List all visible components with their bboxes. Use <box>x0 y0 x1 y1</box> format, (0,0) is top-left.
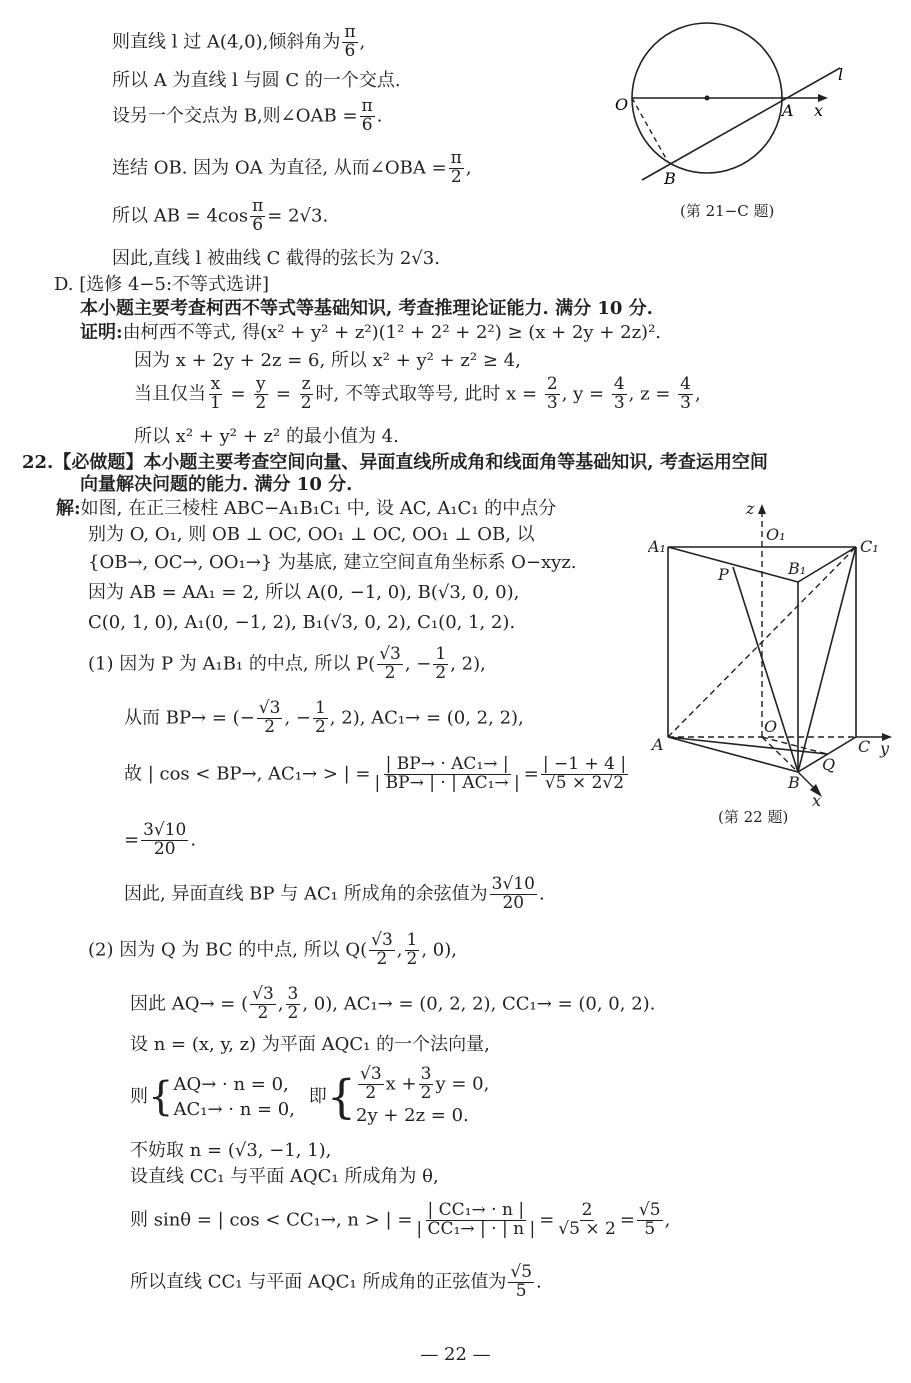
label-x: x <box>814 101 824 120</box>
line-22-q2c: 设 n = (x, y, z) 为平面 AQC₁ 的一个法向量, <box>130 1034 490 1055</box>
line-22-q2e: 不妨取 n = (√3, −1, 1), <box>130 1140 332 1161</box>
line-22-q1c: 故 | cos < BP→, AC₁→ > | = $\frac{\text{| BP→ · AC₁→ |}}{\text{| BP→ | · | AC₁→ |}}$ = $\frac{| -1 + 4 |}{√5 \times 2√2}$ <box>124 754 627 793</box>
label-A: A <box>782 101 794 120</box>
section-22-head2: 向量解决问题的能力. 满分 10 分. <box>80 474 353 495</box>
figure-21c <box>612 0 852 200</box>
label-A1: A₁ <box>648 537 666 556</box>
line-21c-5: 所以 AB = 4cos $\frac{\pi}{6}$ = 2√3. <box>112 196 329 235</box>
oq-hidden <box>762 737 827 754</box>
line-21d-3: 当且仅当 $\frac{x}{1}$ = $\frac{y}{2}$ = $\frac{z}{2}$ 时, 不等式取等号, 此时 x = $\frac{2}{3}$ , y = $\frac{4}{3}$ , z = $\frac{4}{3}$ , <box>134 374 701 413</box>
label-B1: B₁ <box>788 559 807 578</box>
line-21c-3: 设另一个交点为 B,则∠OAB = $\frac{\pi}{6}$ . <box>112 96 383 135</box>
frac-pi-2: $\frac{\pi}{2}$ <box>450 148 462 187</box>
line-21c-4: 连结 OB. 因为 OA 为直径, 从而∠OBA = $\frac{\pi}{2}$ , <box>112 148 472 187</box>
segment-bc1 <box>798 547 856 772</box>
line-22-1: 解:如图, 在正三棱柱 ABC−A₁B₁C₁ 中, 设 AC, A₁C₁ 的中点分 <box>56 498 557 519</box>
line-22-4: 因为 AB = AA₁ = 2, 所以 A(0, −1, 0), B(√3, 0, 0), <box>88 582 520 603</box>
figure-22 <box>648 492 898 812</box>
page-number: — 22 — <box>420 1344 491 1365</box>
line-21c-1: 则直线 l 过 A(4,0),倾斜角为 $\frac{\pi}{6}$ , <box>112 22 366 61</box>
line-22-q2f: 设直线 CC₁ 与平面 AQC₁ 所成角为 θ, <box>130 1166 439 1187</box>
line-22-q2h: 所以直线 CC₁ 与平面 AQC₁ 所成角的正弦值为 $\frac{√5}{5}$ . <box>130 1262 542 1301</box>
section-21d-head: D. [选修 4−5:不等式选讲] <box>54 274 270 295</box>
line-22-q1d: = $\frac{3√10}{20}$ . <box>124 820 197 859</box>
line-22-q2d: 则{ AQ→ · n = 0, AC₁→ · n = 0, 即{ $\frac{√3}{2}$ x + $\frac{3}{2}$ y = 0, 2y + 2z = 0. <box>130 1064 490 1126</box>
caption-22: (第 22 题) <box>718 808 789 826</box>
label-C1: C₁ <box>860 537 879 556</box>
caption-21c: (第 21−C 题) <box>680 202 775 220</box>
line-22-3: {OB→, OC→, OO₁→} 为基底, 建立空间直角坐标系 O−xyz. <box>88 552 577 573</box>
label-B: B <box>664 169 676 188</box>
label-A: A <box>652 735 664 754</box>
label-O: O <box>764 717 778 736</box>
label-O: O <box>615 95 629 114</box>
line-21d-1: 证明:由柯西不等式, 得(x² + y² + z²)(1² + 2² + 2²) ≥ (x + 2y + 2z)². <box>80 322 662 343</box>
section-22-head: 22.【必做题】本小题主要考查空间向量、异面直线所成角和线面角等基础知识, 考查运用空间 <box>22 452 768 473</box>
line-22-q1b: 从而 BP→ = (− $\frac{√3}{2}$ , − $\frac{1}{2}$ , 2), AC₁→ = (0, 2, 2), <box>124 698 524 737</box>
section-21d-intro: 本小题主要考查柯西不等式等基础知识, 考查推理论证能力. 满分 10 分. <box>80 298 653 319</box>
line-21d-2: 因为 x + 2y + 2z = 6, 所以 x² + y² + z² ≥ 4, <box>134 350 521 371</box>
frac-pi-6: $\frac{\pi}{6}$ <box>344 22 356 61</box>
label-l: l <box>838 65 844 84</box>
line-21c-2: 所以 A 为直线 l 与圆 C 的一个交点. <box>112 70 401 91</box>
line-l <box>642 68 840 180</box>
line-22-q2a: (2) 因为 Q 为 BC 的中点, 所以 Q( $\frac{√3}{2}$ , $\frac{1}{2}$ , 0), <box>88 930 457 969</box>
label-x: x <box>812 791 822 810</box>
line-22-2: 别为 O, O₁, 则 OB ⊥ OC, OO₁ ⊥ OC, OO₁ ⊥ OB, 以 <box>88 524 535 545</box>
line-22-q2b: 因此 AQ→ = ( $\frac{√3}{2}$ , $\frac{3}{2}$ , 0), AC₁→ = (0, 2, 2), CC₁→ = (0, 0, 2). <box>130 984 656 1023</box>
label-O1: O₁ <box>766 525 786 544</box>
line-21d-4: 所以 x² + y² + z² 的最小值为 4. <box>134 426 399 447</box>
edge-a1b1 <box>668 547 798 582</box>
label-B: B <box>788 773 800 792</box>
label-y: y <box>880 739 890 758</box>
line-22-q1a: (1) 因为 P 为 A₁B₁ 的中点, 所以 P( $\frac{√3}{2}$ , − $\frac{1}{2}$ , 2), <box>88 644 486 683</box>
frac-pi-6: $\frac{\pi}{6}$ <box>361 96 373 135</box>
segment-ob <box>632 98 668 162</box>
frac-pi-6: $\frac{\pi}{6}$ <box>252 196 264 235</box>
line-22-5: C(0, 1, 0), A₁(0, −1, 2), B₁(√3, 0, 2), C₁(0, 1, 2). <box>88 612 516 633</box>
edge-ab <box>668 737 798 772</box>
line-22-q1e: 因此, 异面直线 BP 与 AC₁ 所成角的余弦值为 $\frac{3√10}{20}$ . <box>124 874 545 913</box>
label-P: P <box>718 565 729 584</box>
label-z: z <box>746 499 755 518</box>
label-C: C <box>858 737 871 756</box>
line-22-q2g: 则 sinθ = | cos < CC₁→, n > | = $\frac{\text{| CC₁→ · n |}}{\text{| CC₁→ | · | n |}}$ = $\frac{2}{√5 \times 2}$ = $\frac{√5}{5}$ , <box>130 1200 671 1239</box>
label-Q: Q <box>822 755 836 774</box>
z-arrow <box>758 504 766 514</box>
center-dot <box>705 96 710 101</box>
line-21c-6: 因此,直线 l 被曲线 C 截得的弦长为 2√3. <box>112 248 440 269</box>
